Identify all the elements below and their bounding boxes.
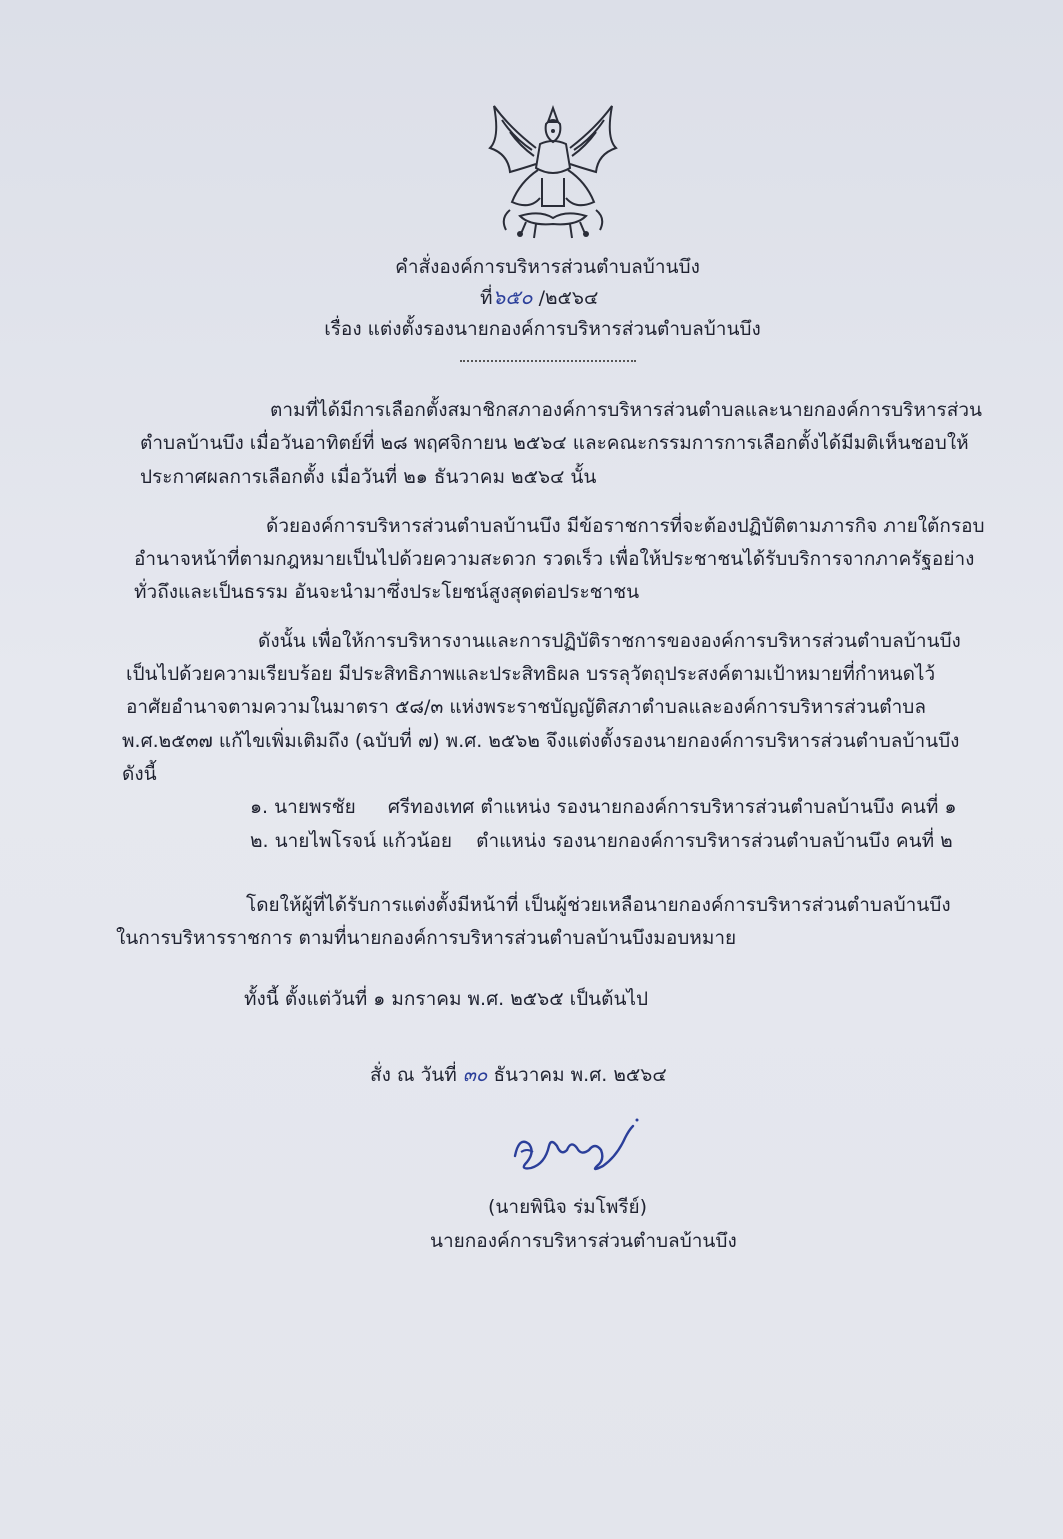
separator-dots	[460, 360, 636, 362]
paragraph-3-line-4: พ.ศ.๒๕๓๗ แก้ไขเพิ่มเติมถึง (ฉบับที่ ๗) พ.ศ. ๒๕๖๒ จึงแต่งตั้งรองนายกองค์การบริหารส่วนตำบลบ้านบึง	[122, 730, 960, 752]
paragraph-1-line-2: ตำบลบ้านบึง เมื่อวันอาทิตย์ที่ ๒๘ พฤศจิกายน ๒๕๖๔ และคณะกรรมการการเลือกตั้งได้มีมติเห็นชอบให้	[140, 432, 969, 454]
paragraph-3-line-1: ดังนั้น เพื่อให้การบริหารงานและการปฏิบัติราชการขององค์การบริหารส่วนตำบลบ้านบึง	[258, 630, 961, 652]
appointee-1	[250, 795, 957, 819]
appointee-1-name: นายพรชัย	[274, 796, 356, 818]
appointee-1-number: ๑.	[250, 796, 269, 818]
appointee-2-name: นายไพโรจน์	[274, 830, 377, 852]
order-number-prefix: ที่	[480, 287, 493, 309]
order-number	[480, 285, 598, 310]
paragraph-3-line-5: ดังนี้	[122, 763, 157, 785]
paragraph-2-line-3: ทั่วถึงและเป็นธรรม อันจะนำมาซึ่งประโยชน์สูงสุดต่อประชาชน	[134, 581, 640, 603]
paragraph-3-line-2: เป็นไปด้วยความเรียบร้อย มีประสิทธิภาพและประสิทธิผล บรรลุวัตถุประสงค์ตามเป้าหมายที่กำหนดไว้	[126, 663, 936, 685]
appointee-2	[250, 829, 953, 853]
signatory-title: นายกองค์การบริหารส่วนตำบลบ้านบึง	[430, 1230, 737, 1252]
effective-date: ทั้งนี้ ตั้งแต่วันที่ ๑ มกราคม พ.ศ. ๒๕๖๕ เป็นต้นไป	[244, 988, 649, 1010]
appointee-1-surname: ศรีทองเทศ	[387, 796, 475, 818]
order-number-handwritten: ๖๕๐	[492, 285, 533, 309]
appointee-2-surname: แก้วน้อย	[382, 830, 453, 852]
order-subject: เรื่อง แต่งตั้งรองนายกองค์การบริหารส่วนตำบลบ้านบึง	[324, 318, 761, 340]
order-date	[370, 1063, 667, 1087]
paragraph-1-line-3: ประกาศผลการเลือกตั้ง เมื่อวันที่ ๒๑ ธันวาคม ๒๕๖๔ นั้น	[140, 466, 597, 488]
appointee-2-position: ตำแหน่ง รองนายกองค์การบริหารส่วนตำบลบ้านบึง คนที่ ๒	[476, 830, 953, 852]
order-number-suffix: /๒๕๖๔	[538, 287, 599, 309]
order-title: คำสั่งองค์การบริหารส่วนตำบลบ้านบึง	[395, 256, 700, 278]
paragraph-2-line-2: อำนาจหน้าที่ตามกฎหมายเป็นไปด้วยความสะดวก รวดเร็ว เพื่อให้ประชาชนได้รับบริการจากภาครัฐอย่าง	[134, 548, 975, 570]
handwritten-signature	[505, 1116, 645, 1178]
paragraph-2-line-1: ด้วยองค์การบริหารส่วนตำบลบ้านบึง มีข้อราชการที่จะต้องปฏิบัติตามภารกิจ ภายใต้กรอบ	[266, 515, 985, 537]
appointee-2-number: ๒.	[250, 830, 269, 852]
order-date-prefix: สั่ง ณ วันที่	[370, 1064, 457, 1086]
appointee-1-position: ตำแหน่ง รองนายกองค์การบริหารส่วนตำบลบ้านบึง คนที่ ๑	[480, 796, 957, 818]
paragraph-1-line-1: ตามที่ได้มีการเลือกตั้งสมาชิกสภาองค์การบริหารส่วนตำบลและนายกองค์การบริหารส่วน	[270, 399, 982, 421]
garuda-emblem-icon	[480, 98, 626, 246]
order-date-rest: ธันวาคม พ.ศ. ๒๕๖๔	[493, 1064, 667, 1086]
order-date-day-handwritten: ๓๐	[462, 1064, 488, 1086]
paragraph-4-line-1: โดยให้ผู้ที่ได้รับการแต่งตั้งมีหน้าที่ เป็นผู้ช่วยเหลือนายกองค์การบริหารส่วนตำบลบ้านบึง	[246, 894, 951, 916]
paragraph-4-line-2: ในการบริหารราชการ ตามที่นายกองค์การบริหารส่วนตำบลบ้านบึงมอบหมาย	[116, 927, 737, 949]
signatory-name: (นายพินิจ ร่มโพรีย์)	[488, 1196, 648, 1218]
paragraph-3-line-3: อาศัยอำนาจตามความในมาตรา ๕๘/๓ แห่งพระราชบัญญัติสภาตำบลและองค์การบริหารส่วนตำบล	[126, 696, 926, 718]
